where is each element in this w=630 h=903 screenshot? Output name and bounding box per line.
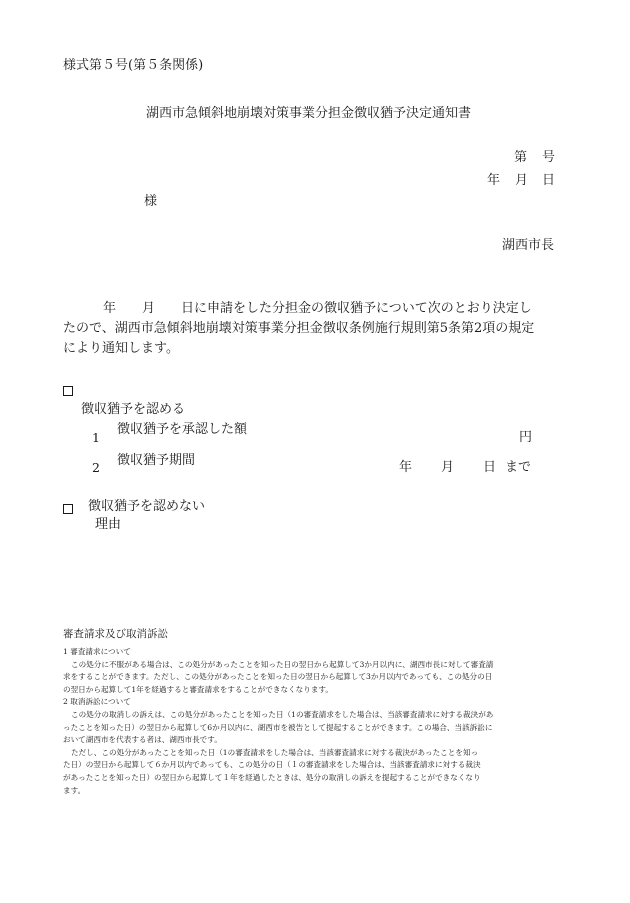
body-paragraph	[63, 299, 563, 359]
notes-s2-line7: ます。	[63, 785, 86, 795]
body-year: 年	[103, 301, 117, 316]
notes-s2-line3: おいて湖西市を代表する者は、湖西市長です。	[63, 735, 222, 745]
item1-label: 徴収猶予を承認した額	[117, 422, 248, 437]
item2-day: 日	[483, 460, 497, 475]
item2-year: 年	[399, 460, 413, 475]
date-year: 年	[487, 173, 501, 188]
issuer: 湖西市長	[502, 238, 555, 253]
body-month: 月	[142, 301, 156, 316]
doc-number-dai: 第	[514, 150, 528, 165]
notes-section	[63, 646, 573, 797]
notes-s1-line1: この処分に不服がある場合は、この処分があったことを知った日の翌日から起算して3か月以内に、湖西市長に対して審査請	[71, 659, 494, 669]
body-line3: により通知します。	[63, 341, 179, 356]
notes-s2-title: 2 取消訴訟について	[63, 697, 131, 707]
deny-label: 徴収猶予を認めない	[88, 499, 206, 514]
date-month: 月	[515, 173, 529, 188]
notes-s2-line2: ったことを知った日）の翌日から起算して6か月以内に、湖西市を被告として提起することができます。この場合、当該訴訟に	[63, 722, 493, 732]
notes-s2-line5: た日）の翌日から起算して６か月以内であっても、この処分の日（１の審査請求をした場合は、当該審査請求に対する裁決	[63, 760, 481, 770]
notes-s2-line6: があったことを知った日）の翌日から起算して１年を経過したときは、処分の取消しの訴えを提起することができなくなり	[63, 772, 481, 782]
item2-month: 月	[441, 460, 455, 475]
item1-unit: 円	[519, 430, 533, 445]
notes-s1-title: 1 審査請求について	[63, 647, 131, 656]
reason-label: 理由	[95, 517, 122, 532]
approve-label: 徴収猶予を認める	[81, 402, 186, 417]
notes-s1-line3: の翌日から起算して1年を経過すると審査請求をすることができなくなります。	[63, 684, 334, 694]
date-day: 日	[542, 173, 556, 188]
item2-until: まで	[505, 460, 532, 475]
addressee-suffix: 様	[144, 194, 158, 209]
item2-number: 2	[92, 460, 100, 475]
deny-checkbox[interactable]	[63, 499, 73, 518]
notes-s2-line4: ただし、この処分があったことを知った日（1の審査請求をした場合は、当該審査請求に対する裁決があったことを知っ	[71, 747, 479, 757]
approve-checkbox[interactable]	[63, 381, 73, 400]
notes-s2-line1: この処分の取消しの訴えは、この処分があったことを知った日（1の審査請求をした場合は、当該審査請求に対する裁決があ	[71, 709, 494, 719]
document-title: 湖西市急傾斜地崩壊対策事業分担金徴収猶予決定通知書	[146, 106, 472, 121]
body-line2: たので、湖西市急傾斜地崩壊対策事業分担金徴収条例施行規則第5条第2項の規定	[63, 321, 535, 336]
item2-label: 徴収猶予期間	[117, 453, 196, 468]
item1-number: 1	[92, 430, 100, 445]
body-line1-rest: 日に申請をした分担金の徴収猶予について次のとおり決定し	[181, 301, 532, 316]
form-number: 様式第５号(第５条関係)	[63, 58, 204, 73]
doc-number-go: 号	[542, 150, 556, 165]
notes-heading: 審査請求及び取消訴訟	[63, 628, 168, 640]
notes-s1-line2: 求をすることができます。ただし、この処分があったことを知った日の翌日から起算して3か月以内であっても、この処分の日	[63, 672, 493, 682]
